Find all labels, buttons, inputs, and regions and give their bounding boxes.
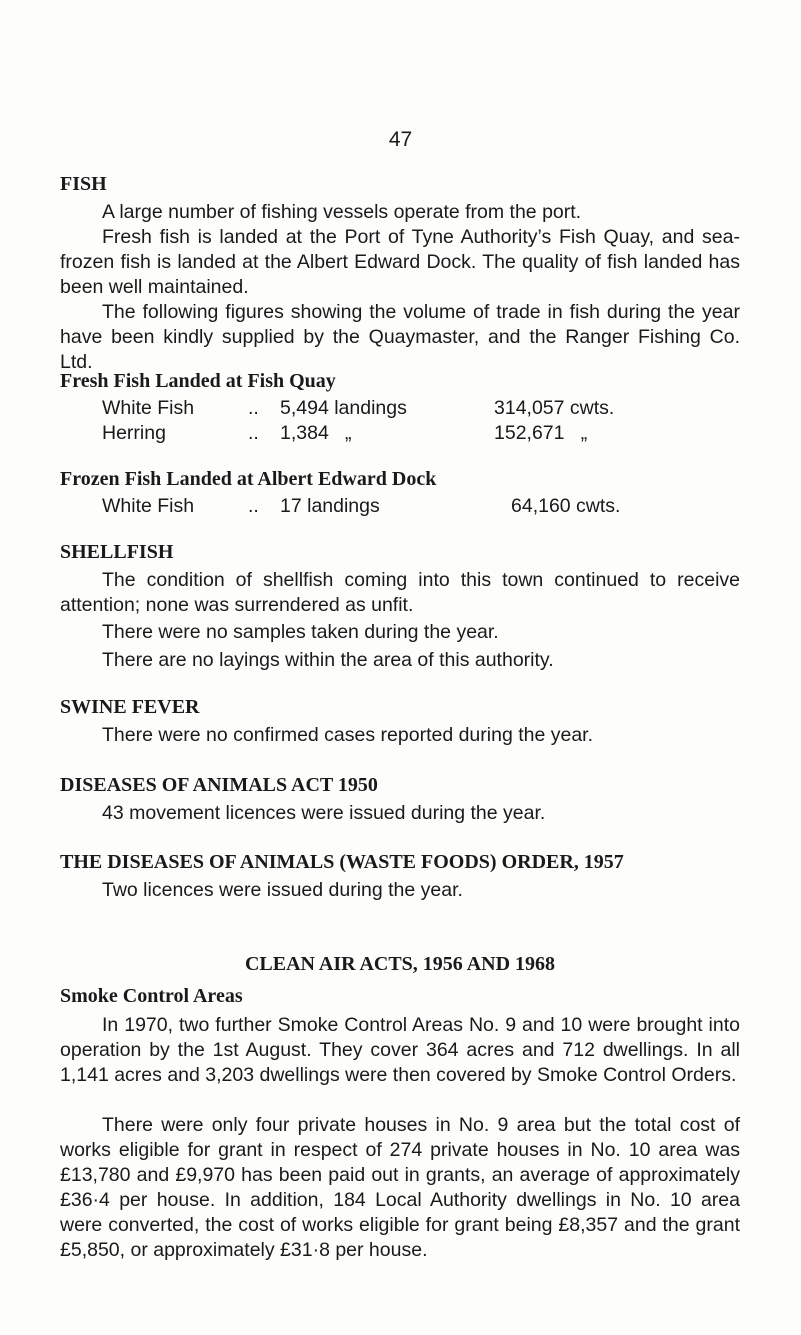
fresh-fish-block	[60, 368, 740, 394]
leader-dots: ..	[248, 422, 259, 444]
fish-kind: White Fish	[102, 495, 195, 517]
landings-count: 5,494 landings	[280, 397, 407, 419]
weight-cwts: 64,160 cwts.	[511, 495, 621, 517]
table-row	[60, 494, 740, 519]
clean-air-section	[60, 951, 740, 977]
clean-air-paragraph-1	[60, 1013, 740, 1088]
clean-air-p1-text: In 1970, two further Smoke Control Areas No. 9 and 10 were brought into operation by the 1st August. They cover 364 acres and 712 dwellings. In all 1,141 acres and 3,203 dwellings were then covered by Smoke Control Orders.	[60, 1014, 740, 1086]
landings-count: 17 landings	[280, 495, 380, 517]
fish-p1-text: A large number of fishing vessels operate from the port.	[102, 201, 582, 223]
shellfish-p2-text: There were no samples taken during the year.	[102, 621, 499, 643]
waste-foods-paragraph	[60, 878, 740, 903]
fish-paragraph-1	[60, 200, 740, 225]
diseases-act-section	[60, 772, 740, 798]
frozen-fish-block	[60, 466, 740, 492]
diseases-act-text: 43 movement licences were issued during the year.	[102, 802, 546, 824]
smoke-control-subheading: Smoke Control Areas	[60, 985, 243, 1007]
frozen-fish-table	[60, 494, 740, 519]
shellfish-paragraph-2	[60, 620, 740, 645]
landings-count: 1,384 „	[280, 422, 352, 444]
fish-p2-text: Fresh fish is landed at the Port of Tyne Authority’s Fish Quay, and sea-frozen fish is landed at the Albert Edward Dock. The quality of fish landed has been well maintained.	[60, 226, 740, 298]
table-row	[60, 421, 740, 446]
table-row	[60, 396, 740, 421]
waste-foods-heading: THE DISEASES OF ANIMALS (WASTE FOODS) ORDER, 1957	[60, 851, 624, 873]
waste-foods-section	[60, 849, 740, 875]
clean-air-heading: CLEAN AIR ACTS, 1956 AND 1968	[244, 953, 556, 975]
waste-foods-text: Two licences were issued during the year.	[102, 879, 463, 901]
weight-cwts: 314,057 cwts.	[494, 397, 615, 419]
diseases-act-heading: DISEASES OF ANIMALS ACT 1950	[60, 774, 378, 796]
fish-section	[60, 171, 740, 197]
fish-heading: FISH	[60, 173, 107, 195]
fresh-fish-heading: Fresh Fish Landed at Fish Quay	[60, 370, 336, 392]
swine-fever-heading: SWINE FEVER	[60, 696, 200, 718]
fish-kind: Herring	[102, 422, 166, 444]
shellfish-p1-text: The condition of shellfish coming into this town continued to receive attention; none was surrendered as unfit.	[60, 569, 740, 616]
smoke-control-block	[60, 983, 740, 1009]
fish-kind: White Fish	[102, 397, 195, 419]
shellfish-section	[60, 539, 740, 565]
diseases-act-paragraph	[60, 801, 740, 826]
shellfish-p3-text: There are no layings within the area of this authority.	[102, 649, 554, 671]
fish-paragraph-2	[60, 225, 740, 300]
clean-air-paragraph-2	[60, 1113, 740, 1263]
fresh-fish-table	[60, 396, 740, 446]
weight-cwts: 152,671 „	[494, 422, 588, 444]
fish-paragraph-3	[60, 300, 740, 375]
fish-p3-text: The following figures showing the volume of trade in fish during the year have been kindly supplied by the Quaymaster, and the Ranger Fishing Co. Ltd.	[60, 301, 740, 373]
swine-fever-text: There were no confirmed cases reported during the year.	[102, 724, 594, 746]
swine-fever-section	[60, 694, 740, 720]
frozen-fish-heading: Frozen Fish Landed at Albert Edward Dock	[60, 468, 437, 490]
leader-dots: ..	[248, 495, 259, 517]
shellfish-heading: SHELLFISH	[60, 541, 174, 563]
leader-dots: ..	[248, 397, 259, 419]
swine-fever-paragraph	[60, 723, 740, 748]
page-number: 47	[388, 128, 413, 151]
shellfish-paragraph-3	[60, 648, 740, 673]
shellfish-paragraph-1	[60, 568, 740, 618]
clean-air-p2-text: There were only four private houses in No. 9 area but the total cost of works eligible for grant in respect of 274 private houses in No. 10 area was £13,780 and £9,970 has been paid out in grants, an average of approximately £36·4 per house. In addition, 184 Local Authority dwellings in No. 10 area were converted, the cost of works eligible for grant being £8,357 and the grant £5,850, or approximately £31·8 per house.	[60, 1114, 740, 1261]
